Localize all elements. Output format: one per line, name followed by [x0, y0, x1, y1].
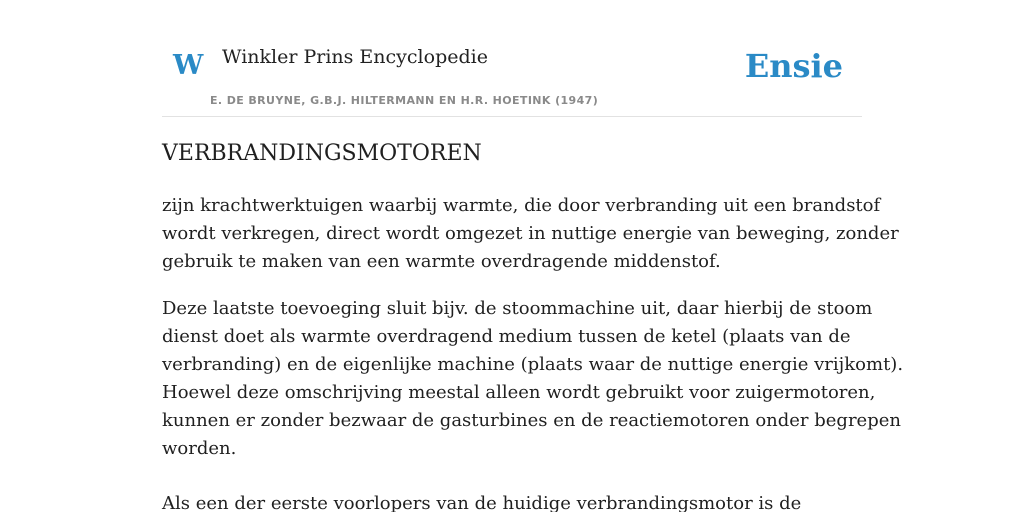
- paragraph-line: zijn krachtwerktuigen waarbij warmte, die door verbranding uit een brandstof: [162, 195, 881, 216]
- paragraph-line: gebruik te maken van een warmte overdragende middenstof.: [162, 251, 721, 272]
- article-title: VERBRANDINGSMOTOREN: [162, 141, 482, 166]
- source-title-link[interactable]: Winkler Prins Encyclopedie: [222, 46, 488, 68]
- paragraph-line: worden.: [162, 438, 237, 459]
- paragraph-line: verbranding) en de eigenlijke machine (plaats waar de nuttige energie vrijkomt).: [162, 354, 904, 375]
- article-paragraph-1: [162, 192, 899, 276]
- ensie-logo[interactable]: Ensie: [744, 47, 843, 85]
- paragraph-line: dienst doet als warmte overdragend medium tussen de ketel (plaats van de: [162, 326, 851, 347]
- paragraph-line: kunnen er zonder bezwaar de gasturbines en de reactiemotoren onder begrepen: [162, 410, 901, 431]
- paragraph-line: Deze laatste toevoeging sluit bijv. de stoommachine uit, daar hierbij de stoom: [162, 298, 873, 319]
- source-header: [162, 0, 862, 117]
- paragraph-line: Als een der eerste voorlopers van de huidige verbrandingsmotor is de: [162, 493, 802, 512]
- paragraph-line: Hoewel deze omschrijving meestal alleen wordt gebruikt voor zuigermotoren,: [162, 382, 876, 403]
- paragraph-line: wordt verkregen, direct wordt omgezet in nuttige energie van beweging, zonder: [162, 223, 899, 244]
- source-logo-icon[interactable]: W: [173, 50, 204, 81]
- source-authors: E. DE BRUYNE, G.B.J. HILTERMANN EN H.R. HOETINK (1947): [210, 94, 599, 107]
- page: [162, 0, 904, 512]
- article-paragraph-2: [162, 295, 904, 463]
- article-paragraph-3: [162, 490, 862, 512]
